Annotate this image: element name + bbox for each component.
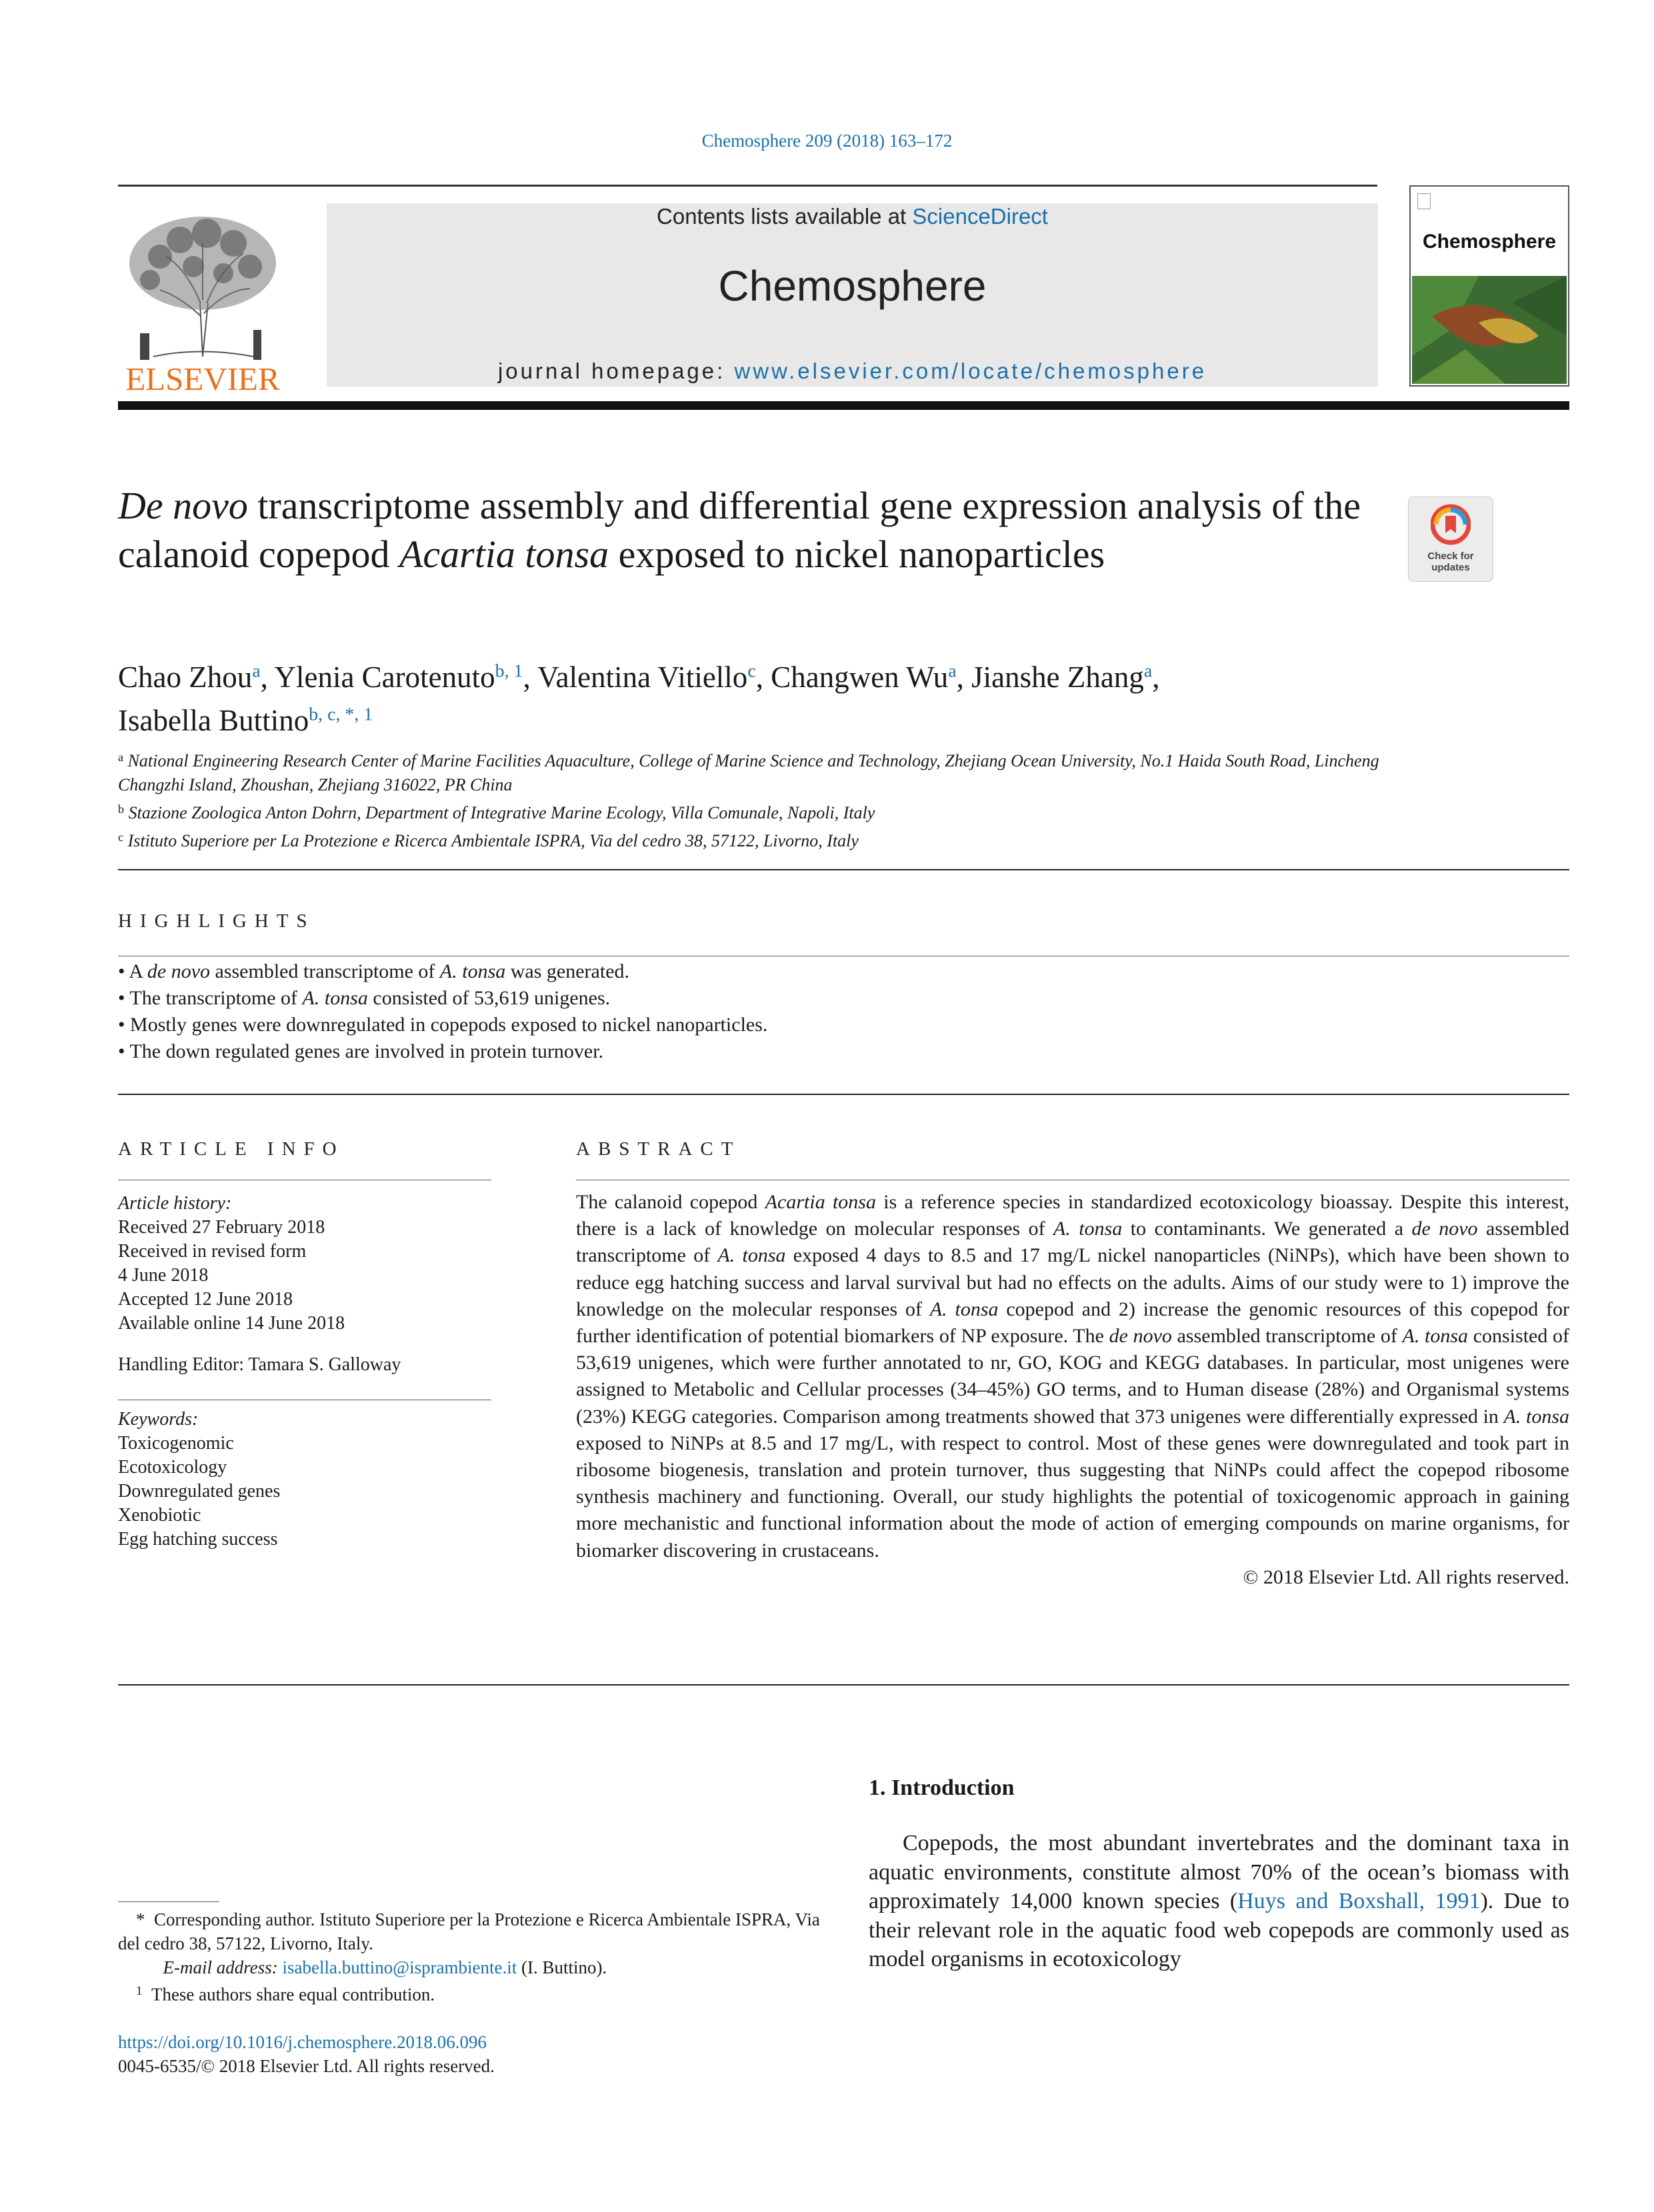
- highlight-item: • The down regulated genes are involved in protein turnover.: [118, 1038, 1569, 1065]
- highlight-item: • The transcriptome of A. tonsa consisted of 53,619 unigenes.: [118, 985, 1569, 1012]
- abstract-copyright: © 2018 Elsevier Ltd. All rights reserved.: [1243, 1566, 1569, 1588]
- reference-link[interactable]: Huys and Boxshall, 1991: [1237, 1889, 1481, 1913]
- article-info: [118, 1192, 491, 1377]
- cover-title: Chemosphere: [1422, 231, 1557, 253]
- author[interactable]: Ylenia Carotenuto$^{b, 1}$,: [274, 660, 538, 694]
- corresponding-footnote: * Corresponding author. Istituto Superiore per la Protezione e Ricerca Ambientale ISPRA, Via del cedro 38, 57122, Livorno, Italy.: [118, 1909, 820, 1953]
- handling-editor: Handling Editor: Tamara S. Galloway: [118, 1354, 401, 1375]
- cover-mini-logo-icon: [1417, 193, 1431, 209]
- author-list: [118, 653, 1451, 739]
- doi-link[interactable]: https://doi.org/10.1016/j.chemosphere.2018.06.096: [118, 2032, 487, 2052]
- divider: [118, 1094, 1569, 1095]
- homepage-line: [327, 359, 1378, 384]
- keyword[interactable]: Egg hatching success: [118, 1529, 278, 1550]
- history-item: Received 27 February 2018: [118, 1217, 325, 1238]
- article-title: [118, 481, 1385, 578]
- keyword[interactable]: Xenobiotic: [118, 1505, 201, 1526]
- title-text-4: exposed to nickel nanoparticles: [609, 533, 1105, 576]
- author[interactable]: Isabella Buttino$^{b, c, *, 1}$: [118, 703, 373, 737]
- history-label: Article history:: [118, 1193, 232, 1214]
- journal-cover-thumbnail[interactable]: [1409, 185, 1569, 387]
- highlight-item: • A de novo assembled transcriptome of A. tonsa was generated.: [118, 958, 1569, 985]
- abstract-body: The calanoid copepod Acartia tonsa is a reference species in standardized ecotoxicology bioassay. Despite this interest, there is a lack of knowledge on molecular responses of A. tonsa to contaminants. We generated a de novo assembled transcriptome of A. tonsa exposed 4 days to 8.5 and 17 mg/L nickel nanoparticles (NiNPs), which have been shown to reduce egg hatching success and larval survival but had no effects on the adults. Aims of our study were to 1) improve the knowledge on the molecular responses of A. tonsa copepod and 2) increase the genomic resources of this copepod for further identification of potential biomarkers of NP exposure. The de novo assembled transcriptome of A. tonsa consisted of 53,619 unigenes, which were further annotated to nr, GO, KOG and KEGG databases. In particular, most unigenes were assigned to Metabolic and Cellular processes (34–45%) GO terms, and to Human disease (28%) and Organismal systems (23%) KEGG categories. Comparison among treatments showed that 373 unigenes were differentially expressed in A. tonsa exposed to NiNPs at 8.5 and 17 mg/L, with respect to control. Most of these genes were downregulated and took part in ribosome biogenesis, translation and protein turnover, thus suggesting that NiNPs could affect the copepod ribosome synthesis machinery and functioning. Overall, our study highlights the potential of toxicogenomic approach in gaining more mechanistic and functional information about the mode of action of emerging compounds on marine organisms, for biomarker discovering in crustaceans. © 2018 Elsevier Ltd. All rights reserved.: [576, 1189, 1569, 1591]
- check-updates-label: Check for updates: [1427, 551, 1474, 573]
- author[interactable]: Valentina Vitiello$^c$,: [537, 660, 771, 694]
- author[interactable]: Chao Zhou$^a$,: [118, 660, 275, 694]
- history-item: 4 June 2018: [118, 1265, 209, 1286]
- journal-name: Chemosphere: [718, 262, 987, 310]
- keywords: [118, 1408, 491, 1552]
- sciencedirect-link[interactable]: ScienceDirect: [912, 204, 1048, 229]
- issn-line: 0045-6535/© 2018 Elsevier Ltd. All rights reserved.: [118, 2056, 495, 2076]
- contents-prefix: Contents lists available at: [657, 204, 913, 229]
- divider: [118, 869, 1569, 870]
- highlights-list: [118, 958, 1569, 1065]
- affiliation: $^b$ Stazione Zoologica Anton Dohrn, Department of Integrative Marine Ecology, Villa Comunale, Napoli, Italy: [118, 802, 875, 823]
- doi-block: [118, 2030, 785, 2078]
- affiliation: $^c$ Istituto Superiore per La Protezione e Ricerca Ambientale ISPRA, Via del cedro 38, 57122, Livorno, Italy: [118, 830, 859, 851]
- highlight-item: • Mostly genes were downregulated in copepods exposed to nickel nanoparticles.: [118, 1012, 1569, 1038]
- homepage-prefix: journal homepage:: [497, 359, 735, 383]
- keyword[interactable]: Toxicogenomic: [118, 1433, 234, 1454]
- footnotes: [118, 1907, 825, 2007]
- divider: [118, 1684, 1569, 1685]
- elsevier-wordmark: ELSEVIER: [125, 361, 280, 397]
- author[interactable]: Jianshe Zhang$^a$,: [971, 660, 1160, 694]
- author[interactable]: Changwen Wu$^a$,: [771, 660, 972, 694]
- affiliation: $^a$ National Engineering Research Center of Marine Facilities Aquaculture, College of Marine Science and Technology, Zhejiang Ocean University, No.1 Haida South Road, Lincheng Changzhi Island, Zhoushan, Zhejiang 316022, PR China: [118, 750, 1379, 795]
- keywords-label: Keywords:: [118, 1409, 199, 1430]
- title-italic-1: De novo: [118, 484, 248, 527]
- abstract-heading: ABSTRACT: [576, 1138, 741, 1160]
- title-text-2: transcriptome assembly and differential gene expression analysis of the calanoid copepod: [118, 484, 1361, 576]
- check-updates-icon: [1431, 504, 1471, 545]
- email-footnote: E-mail address: isabella.buttino@isprambiente.it (I. Buttino).: [163, 1957, 607, 1977]
- highlights-heading: HIGHLIGHTS: [118, 910, 315, 932]
- homepage-link[interactable]: www.elsevier.com/locate/chemosphere: [734, 359, 1207, 383]
- header-thick-rule: [118, 401, 1569, 410]
- keyword[interactable]: Downregulated genes: [118, 1481, 281, 1502]
- cover-leaf-image-icon: [1412, 276, 1567, 384]
- journal-citation[interactable]: Chemosphere 209 (2018) 163–172: [701, 131, 953, 151]
- affiliations: [118, 745, 1418, 854]
- header-top-rule: [118, 185, 1377, 187]
- check-for-updates-button[interactable]: [1408, 497, 1493, 582]
- introduction-heading: 1. Introduction: [869, 1775, 1015, 1800]
- email-link[interactable]: isabella.buttino@isprambiente.it: [282, 1957, 517, 1977]
- article-info-heading: ARTICLE INFO: [118, 1138, 345, 1160]
- history-item: Received in revised form: [118, 1241, 307, 1262]
- keyword[interactable]: Ecotoxicology: [118, 1457, 227, 1478]
- title-italic-3: Acartia tonsa: [399, 533, 609, 576]
- history-item: Available online 14 June 2018: [118, 1313, 345, 1334]
- equal-contribution-footnote: $^1$ These authors share equal contribution.: [136, 1984, 435, 2005]
- introduction-body: Copepods, the most abundant invertebrates and the dominant taxa in aquatic environments, constitute almost 70% of the ocean’s biomass with approximately 14,000 known species (Huys and Boxshall, 1991). Due to their relevant role in the aquatic food web copepods are commonly used as model organisms in ecotoxicology: [869, 1831, 1570, 1971]
- footnote-rule: [118, 1901, 219, 1902]
- history-item: Accepted 12 June 2018: [118, 1289, 293, 1310]
- contents-line: [327, 204, 1378, 229]
